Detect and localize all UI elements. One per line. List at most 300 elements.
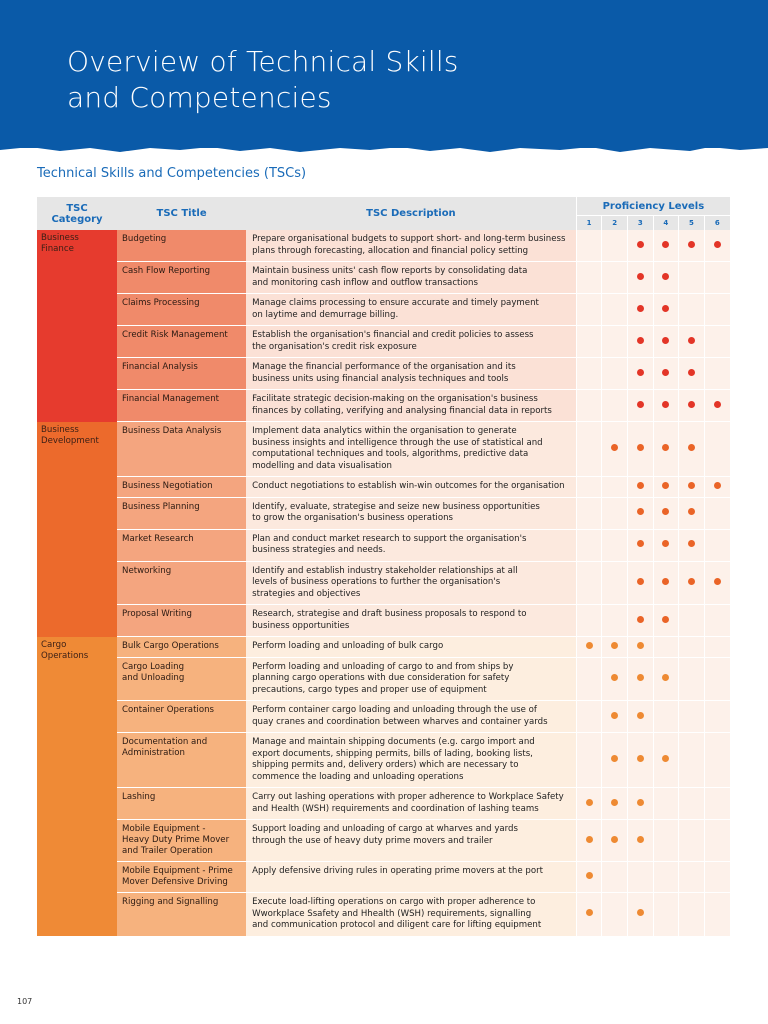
header-proficiency: Proficiency Levels <box>576 197 730 216</box>
header-category-line-1: TSC <box>66 202 88 214</box>
tsc-title-cell <box>117 862 246 893</box>
table-row <box>37 422 730 477</box>
level-cell-2 <box>602 497 628 529</box>
level-cell-4 <box>653 637 679 658</box>
category-label: Business <box>41 424 79 435</box>
tsc-title-cell <box>117 657 246 701</box>
level-cell-5 <box>679 497 705 529</box>
level-cell-1 <box>576 561 602 605</box>
category-label: Business <box>41 233 79 243</box>
level-cell-6 <box>704 657 730 701</box>
header-level-3: 3 <box>627 216 653 231</box>
tsc-title-cell <box>117 390 246 422</box>
proficiency-dot <box>611 642 618 649</box>
tsc-table <box>37 197 730 937</box>
tsc-title: Budgeting <box>122 234 167 244</box>
tsc-description: and monitoring cash inflow and outflow transactions <box>252 277 478 288</box>
table-row <box>37 637 730 658</box>
level-cell-4 <box>653 529 679 561</box>
level-cell-3 <box>627 701 653 733</box>
level-cell-1 <box>576 294 602 326</box>
proficiency-dot <box>637 482 644 489</box>
level-cell-5 <box>679 733 705 788</box>
proficiency-dot <box>662 401 669 408</box>
tsc-description: Prepare organisational budgets to support short- and long-term business <box>252 234 566 244</box>
level-cell-6 <box>704 477 730 498</box>
level-cell-6 <box>704 561 730 605</box>
tsc-title: and Unloading <box>122 672 185 683</box>
table-row <box>37 820 730 862</box>
tsc-description: to grow the organisation's business operations <box>252 513 454 523</box>
proficiency-dot <box>637 305 644 312</box>
header-category <box>37 197 117 230</box>
proficiency-dot <box>586 909 593 916</box>
tsc-title: Business Data Analysis <box>122 426 222 436</box>
level-cell-6 <box>704 262 730 294</box>
tsc-description-cell <box>246 262 576 294</box>
level-cell-1 <box>576 529 602 561</box>
tsc-description: business strategies and needs. <box>252 545 386 555</box>
tsc-description-cell <box>246 422 576 477</box>
tsc-description: Identify and establish industry stakeholder relationships at all <box>252 565 518 576</box>
level-cell-5 <box>679 358 705 390</box>
tsc-description-cell <box>246 637 576 658</box>
level-cell-6 <box>704 701 730 733</box>
table-row <box>37 477 730 498</box>
level-cell-2 <box>602 326 628 358</box>
level-cell-1 <box>576 893 602 937</box>
table-row <box>37 230 730 262</box>
proficiency-dot <box>637 578 644 585</box>
level-cell-1 <box>576 820 602 862</box>
level-cell-4 <box>653 893 679 937</box>
table-row <box>37 561 730 605</box>
tsc-description-cell <box>246 477 576 498</box>
tsc-title-cell <box>117 701 246 733</box>
page-title-line-2: and Competencies <box>67 81 332 114</box>
tsc-description: Plan and conduct market research to support the organisation's <box>252 533 527 544</box>
proficiency-dot <box>586 642 593 649</box>
level-cell-3 <box>627 422 653 477</box>
header-level-1: 1 <box>576 216 602 231</box>
proficiency-dot <box>637 616 644 623</box>
proficiency-dot <box>637 273 644 280</box>
proficiency-dot <box>637 836 644 843</box>
tsc-title-cell <box>117 820 246 862</box>
proficiency-dot <box>637 712 644 719</box>
tsc-description: export documents, shipping permits, bills of lading, booking lists, <box>252 748 533 759</box>
proficiency-dot <box>611 836 618 843</box>
tsc-description: shipping permits and, delivery orders) which are necessary to <box>252 760 519 770</box>
tsc-description: quay cranes and coordination between wharves and container yards <box>252 716 548 727</box>
level-cell-3 <box>627 326 653 358</box>
level-cell-1 <box>576 733 602 788</box>
proficiency-dot <box>662 578 669 585</box>
level-cell-6 <box>704 788 730 820</box>
proficiency-dot <box>637 674 644 681</box>
tsc-description: and communication protocol and diligent care for lifting equipment <box>252 920 542 930</box>
tsc-description-cell <box>246 326 576 358</box>
category-label: Development <box>41 435 99 446</box>
tsc-description: finances by collating, verifying and analysing financial data in reports <box>252 405 552 416</box>
tsc-description: Apply defensive driving rules in operating prime movers at the port <box>252 866 543 876</box>
tsc-description: Support loading and unloading of cargo at wharves and yards <box>252 824 518 834</box>
level-cell-3 <box>627 657 653 701</box>
tsc-description-cell <box>246 862 576 893</box>
tsc-title: Cargo Loading <box>122 661 185 672</box>
level-cell-4 <box>653 605 679 637</box>
header-level-4: 4 <box>653 216 679 231</box>
tsc-description: Maintain business units' cash flow reports by consolidating data <box>252 266 528 276</box>
level-cell-4 <box>653 733 679 788</box>
level-cell-4 <box>653 820 679 862</box>
level-cell-4 <box>653 657 679 701</box>
proficiency-dot <box>688 578 695 585</box>
level-cell-4 <box>653 497 679 529</box>
proficiency-dot <box>611 712 618 719</box>
tsc-title: Proposal Writing <box>122 609 192 619</box>
table-row <box>37 862 730 893</box>
tsc-description: business units using financial analysis techniques and tools <box>252 373 509 384</box>
tsc-title: Bulk Cargo Operations <box>122 641 219 651</box>
tsc-description: Facilitate strategic decision-making on the organisation's business <box>252 394 538 404</box>
level-cell-2 <box>602 358 628 390</box>
proficiency-dot <box>714 401 721 408</box>
proficiency-dot <box>662 755 669 762</box>
tsc-title: Lashing <box>122 792 156 802</box>
proficiency-dot <box>688 369 695 376</box>
page-title <box>67 44 459 116</box>
tsc-description-cell <box>246 390 576 422</box>
tsc-description: strategies and objectives <box>252 588 361 599</box>
proficiency-dot <box>637 799 644 806</box>
tsc-description: planning cargo operations with due consideration for safety <box>252 673 510 683</box>
proficiency-dot <box>688 241 695 248</box>
tsc-description: Conduct negotiations to establish win-win outcomes for the organisation <box>252 481 565 491</box>
tsc-description: precautions, cargo types and proper use of equipment <box>252 684 487 695</box>
tsc-description: Establish the organisation's financial and credit policies to assess <box>252 330 534 340</box>
level-cell-6 <box>704 326 730 358</box>
tsc-description-cell <box>246 701 576 733</box>
tsc-description: Carry out lashing operations with proper adherence to Workplace Safety <box>252 792 564 802</box>
tsc-title: Mover Defensive Driving <box>122 877 228 887</box>
table-row <box>37 294 730 326</box>
proficiency-dot <box>637 369 644 376</box>
level-cell-2 <box>602 390 628 422</box>
proficiency-dot <box>714 578 721 585</box>
level-cell-1 <box>576 862 602 893</box>
table-row <box>37 390 730 422</box>
tsc-description: Wworkplace Ssafety and Hhealth (WSH) requirements, signalling <box>252 908 532 919</box>
tsc-title: Market Research <box>122 533 194 544</box>
proficiency-dot <box>662 305 669 312</box>
tsc-title-cell <box>117 605 246 637</box>
level-cell-3 <box>627 637 653 658</box>
tsc-description: Perform container cargo loading and unloading through the use of <box>252 705 537 715</box>
table-row <box>37 358 730 390</box>
proficiency-dot <box>662 369 669 376</box>
table-row <box>37 262 730 294</box>
tsc-description: the organisation's credit risk exposure <box>252 341 417 352</box>
proficiency-dot <box>714 482 721 489</box>
level-cell-3 <box>627 529 653 561</box>
tsc-description: and Health (WSH) requirements and coordination of lashing teams <box>252 803 539 814</box>
level-cell-2 <box>602 862 628 893</box>
level-cell-3 <box>627 788 653 820</box>
table-row <box>37 326 730 358</box>
level-cell-4 <box>653 422 679 477</box>
tsc-title: Container Operations <box>122 705 215 715</box>
page-title-line-1: Overview of Technical Skills <box>67 45 459 78</box>
level-cell-5 <box>679 820 705 862</box>
proficiency-dot <box>662 241 669 248</box>
tsc-description: through the use of heavy duty prime movers and trailer <box>252 835 493 846</box>
tsc-title-cell <box>117 422 246 477</box>
proficiency-dot <box>662 337 669 344</box>
table-row <box>37 733 730 788</box>
tsc-title-cell <box>117 497 246 529</box>
level-cell-5 <box>679 605 705 637</box>
level-cell-2 <box>602 529 628 561</box>
header-category-line-2: Category <box>51 213 103 225</box>
proficiency-dot <box>637 241 644 248</box>
level-cell-1 <box>576 477 602 498</box>
level-cell-4 <box>653 230 679 262</box>
tsc-title: Mobile Equipment - Prime <box>122 866 233 876</box>
table-row <box>37 701 730 733</box>
level-cell-5 <box>679 294 705 326</box>
proficiency-dot <box>637 401 644 408</box>
tsc-description: business insights and intelligence through the use of statistical and <box>252 437 543 448</box>
proficiency-dot <box>637 337 644 344</box>
proficiency-dot <box>688 444 695 451</box>
tsc-title: Heavy Duty Prime Mover <box>122 835 230 845</box>
level-cell-3 <box>627 358 653 390</box>
level-cell-3 <box>627 294 653 326</box>
proficiency-dot <box>662 508 669 515</box>
table-row <box>37 497 730 529</box>
level-cell-5 <box>679 657 705 701</box>
level-cell-4 <box>653 788 679 820</box>
tsc-description-cell <box>246 733 576 788</box>
table-row <box>37 788 730 820</box>
level-cell-2 <box>602 637 628 658</box>
tsc-description: Manage the financial performance of the organisation and its <box>252 362 516 372</box>
level-cell-3 <box>627 561 653 605</box>
tsc-title: Networking <box>122 565 172 576</box>
category-cell <box>37 422 117 637</box>
level-cell-4 <box>653 294 679 326</box>
proficiency-dot <box>662 273 669 280</box>
tsc-description: Implement data analytics within the organisation to generate <box>252 426 517 436</box>
header-title: TSC Title <box>117 197 246 230</box>
level-cell-5 <box>679 862 705 893</box>
level-cell-4 <box>653 262 679 294</box>
tsc-description-cell <box>246 497 576 529</box>
level-cell-1 <box>576 637 602 658</box>
level-cell-4 <box>653 390 679 422</box>
proficiency-dot <box>586 836 593 843</box>
level-cell-1 <box>576 701 602 733</box>
level-cell-5 <box>679 422 705 477</box>
tsc-description: Manage claims processing to ensure accurate and timely payment <box>252 298 539 308</box>
proficiency-dot <box>714 241 721 248</box>
tsc-description: Research, strategise and draft business proposals to respond to <box>252 609 527 619</box>
proficiency-dot <box>586 799 593 806</box>
proficiency-dot <box>688 482 695 489</box>
tsc-title-cell <box>117 733 246 788</box>
tsc-title: Mobile Equipment - <box>122 824 206 834</box>
banner-brush-edge <box>0 140 768 156</box>
tsc-title: Administration <box>122 748 185 758</box>
tsc-title-cell <box>117 477 246 498</box>
proficiency-dot <box>637 508 644 515</box>
proficiency-dot <box>637 444 644 451</box>
level-cell-1 <box>576 788 602 820</box>
header-description: TSC Description <box>246 197 576 230</box>
level-cell-2 <box>602 262 628 294</box>
level-cell-2 <box>602 733 628 788</box>
level-cell-2 <box>602 701 628 733</box>
level-cell-3 <box>627 262 653 294</box>
tsc-description: on laytime and demurrage billing. <box>252 309 399 320</box>
level-cell-6 <box>704 358 730 390</box>
level-cell-4 <box>653 477 679 498</box>
tsc-title-cell <box>117 893 246 937</box>
level-cell-4 <box>653 326 679 358</box>
tsc-title-cell <box>117 326 246 358</box>
category-cell <box>37 230 117 422</box>
tsc-description: Manage and maintain shipping documents (e.g. cargo import and <box>252 737 535 747</box>
header-level-2: 2 <box>602 216 628 231</box>
tsc-title-cell <box>117 294 246 326</box>
level-cell-4 <box>653 862 679 893</box>
tsc-title: Business Negotiation <box>122 481 213 491</box>
page-number: 107 <box>17 997 33 1006</box>
tsc-description-cell <box>246 358 576 390</box>
level-cell-1 <box>576 358 602 390</box>
level-cell-2 <box>602 657 628 701</box>
level-cell-2 <box>602 893 628 937</box>
level-cell-6 <box>704 230 730 262</box>
level-cell-3 <box>627 497 653 529</box>
level-cell-3 <box>627 477 653 498</box>
level-cell-3 <box>627 893 653 937</box>
proficiency-dot <box>662 674 669 681</box>
level-cell-5 <box>679 529 705 561</box>
level-cell-3 <box>627 390 653 422</box>
proficiency-dot <box>662 540 669 547</box>
tsc-description-cell <box>246 294 576 326</box>
level-cell-4 <box>653 561 679 605</box>
level-cell-5 <box>679 561 705 605</box>
tsc-title: Financial Analysis <box>122 362 198 372</box>
level-cell-2 <box>602 230 628 262</box>
section-title: Technical Skills and Competencies (TSCs) <box>37 166 307 181</box>
proficiency-dot <box>688 540 695 547</box>
tsc-description-cell <box>246 788 576 820</box>
tsc-title-cell <box>117 358 246 390</box>
level-cell-6 <box>704 390 730 422</box>
tsc-title-cell <box>117 788 246 820</box>
tsc-description-cell <box>246 561 576 605</box>
proficiency-dot <box>688 508 695 515</box>
category-label: Finance <box>41 244 74 254</box>
proficiency-dot <box>688 337 695 344</box>
category-label: Cargo <box>41 639 67 650</box>
level-cell-1 <box>576 230 602 262</box>
tsc-title: Documentation and <box>122 737 208 747</box>
proficiency-dot <box>688 401 695 408</box>
tsc-description: commence the loading and unloading operations <box>252 771 464 782</box>
category-cell <box>37 637 117 937</box>
tsc-description: Perform loading and unloading of cargo to and from ships by <box>252 661 514 672</box>
level-cell-6 <box>704 733 730 788</box>
proficiency-dot <box>611 799 618 806</box>
level-cell-2 <box>602 294 628 326</box>
tsc-title: Cash Flow Reporting <box>122 266 211 276</box>
table-row <box>37 893 730 937</box>
proficiency-dot <box>611 674 618 681</box>
proficiency-dot <box>611 755 618 762</box>
tsc-description: plans through forecasting, allocation and financial policy setting <box>252 245 529 256</box>
proficiency-dot <box>637 540 644 547</box>
level-cell-6 <box>704 294 730 326</box>
tsc-title: Financial Management <box>122 394 220 404</box>
table-row <box>37 529 730 561</box>
level-cell-2 <box>602 561 628 605</box>
level-cell-4 <box>653 358 679 390</box>
proficiency-dot <box>637 909 644 916</box>
level-cell-1 <box>576 326 602 358</box>
level-cell-5 <box>679 390 705 422</box>
level-cell-5 <box>679 230 705 262</box>
tsc-title: Claims Processing <box>122 298 200 308</box>
level-cell-5 <box>679 788 705 820</box>
tsc-title-cell <box>117 262 246 294</box>
level-cell-5 <box>679 326 705 358</box>
tsc-title: and Trailer Operation <box>122 846 213 856</box>
level-cell-6 <box>704 529 730 561</box>
level-cell-1 <box>576 497 602 529</box>
category-label: Operations <box>41 650 89 661</box>
header-level-5: 5 <box>679 216 705 231</box>
tsc-description: levels of business operations to further the organisation's <box>252 577 501 587</box>
tsc-description: computational techniques and tools, algorithms, predictive data <box>252 449 529 459</box>
table-row <box>37 605 730 637</box>
tsc-description: modelling and data visualisation <box>252 460 392 471</box>
level-cell-2 <box>602 788 628 820</box>
level-cell-6 <box>704 862 730 893</box>
level-cell-5 <box>679 637 705 658</box>
level-cell-6 <box>704 497 730 529</box>
tsc-title: Rigging and Signalling <box>122 897 219 907</box>
proficiency-dot <box>662 482 669 489</box>
tsc-title-cell <box>117 230 246 262</box>
tsc-title: Credit Risk Management <box>122 330 228 340</box>
proficiency-dot <box>586 872 593 879</box>
tsc-description-cell <box>246 820 576 862</box>
level-cell-3 <box>627 230 653 262</box>
level-cell-2 <box>602 605 628 637</box>
header-level-6: 6 <box>704 216 730 231</box>
level-cell-3 <box>627 820 653 862</box>
proficiency-dot <box>637 642 644 649</box>
level-cell-1 <box>576 390 602 422</box>
tsc-description: Perform loading and unloading of bulk cargo <box>252 641 444 651</box>
level-cell-5 <box>679 477 705 498</box>
proficiency-dot <box>662 444 669 451</box>
